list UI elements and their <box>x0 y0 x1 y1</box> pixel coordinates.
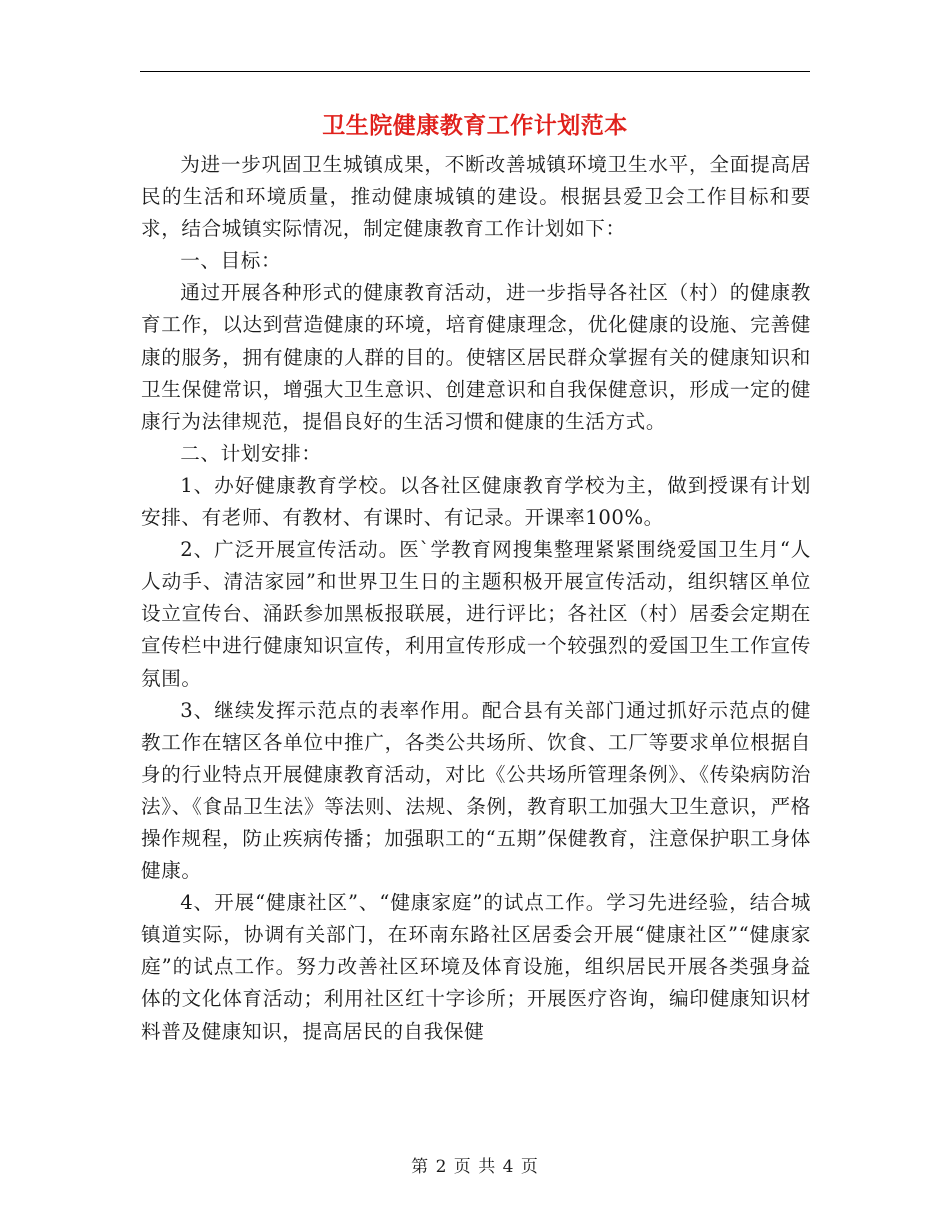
page-footer: 第 2 页 共 4 页 <box>411 1157 539 1177</box>
paragraph-item-2: 2、广泛开展宣传活动。医`学教育网搜集整理紧紧围绕爱国卫生月“人人动手、清洁家园”和世界卫生日的主题积极开展宣传活动，组织辖区单位设立宣传台、涌跃参加黑板报联展，进行评比；各社区（村）居委会定期在宣传栏中进行健康知识宣传，利用宣传形成一个较强烈的爱国卫生工作宣传氛围。 <box>141 538 811 690</box>
paragraph-item-4: 4、开展“健康社区”、“健康家庭”的试点工作。学习先进经验，结合城镇道实际，协调有关部门，在环南东路社区居委会开展“健康社区”“健康家庭”的试点工作。努力改善社区环境及体育设施，组织居民开展各类强身益体的文化体育活动；利用社区红十字诊所；开展医疗咨询，编印健康知识材料普及健康知识，提高居民的自我保健 <box>141 891 811 1043</box>
paragraph-item-3: 3、继续发挥示范点的表率作用。配合县有关部门通过抓好示范点的健教工作在辖区各单位中推广，各类公共场所、饮食、工厂等要求单位根据自身的行业特点开展健康教育活动，对比《公共场所管理条例》、《传染病防治法》、《食品卫生法》等法则、法规、条例，教育职工加强大卫生意识，严格操作规程，防止疾病传播；加强职工的“五期”保健教育，注意保护职工身体健康。 <box>141 698 811 883</box>
paragraph-intro: 为进一步巩固卫生城镇成果，不断改善城镇环境卫生水平，全面提高居民的生活和环境质量，推动健康城镇的建设。根据县爱卫会工作目标和要求，结合城镇实际情况，制定健康教育工作计划如下： <box>141 153 811 241</box>
header-rule <box>140 71 810 72</box>
paragraph-item-1: 1、办好健康教育学校。以各社区健康教育学校为主，做到授课有计划安排、有老师、有教材、有课时、有记录。开课率100%。 <box>141 473 811 530</box>
document-title: 卫生院健康教育工作计划范本 <box>322 112 628 139</box>
heading-goals: 一、目标： <box>180 249 282 273</box>
document-body <box>141 149 811 1048</box>
paragraph-goals: 通过开展各种形式的健康教育活动，进一步指导各社区（村）的健康教育工作，以达到营造健康的环境，培育健康理念，优化健康的设施、完善健康的服务，拥有健康的人群的目的。使辖区居民群众掌握有关的健康知识和卫生保健常识，增强大卫生意识、创建意识和自我保健意识，形成一定的健康行为法律规范，提倡良好的生活习惯和健康的生活方式。 <box>141 281 811 433</box>
heading-plan: 二、计划安排： <box>180 441 322 465</box>
